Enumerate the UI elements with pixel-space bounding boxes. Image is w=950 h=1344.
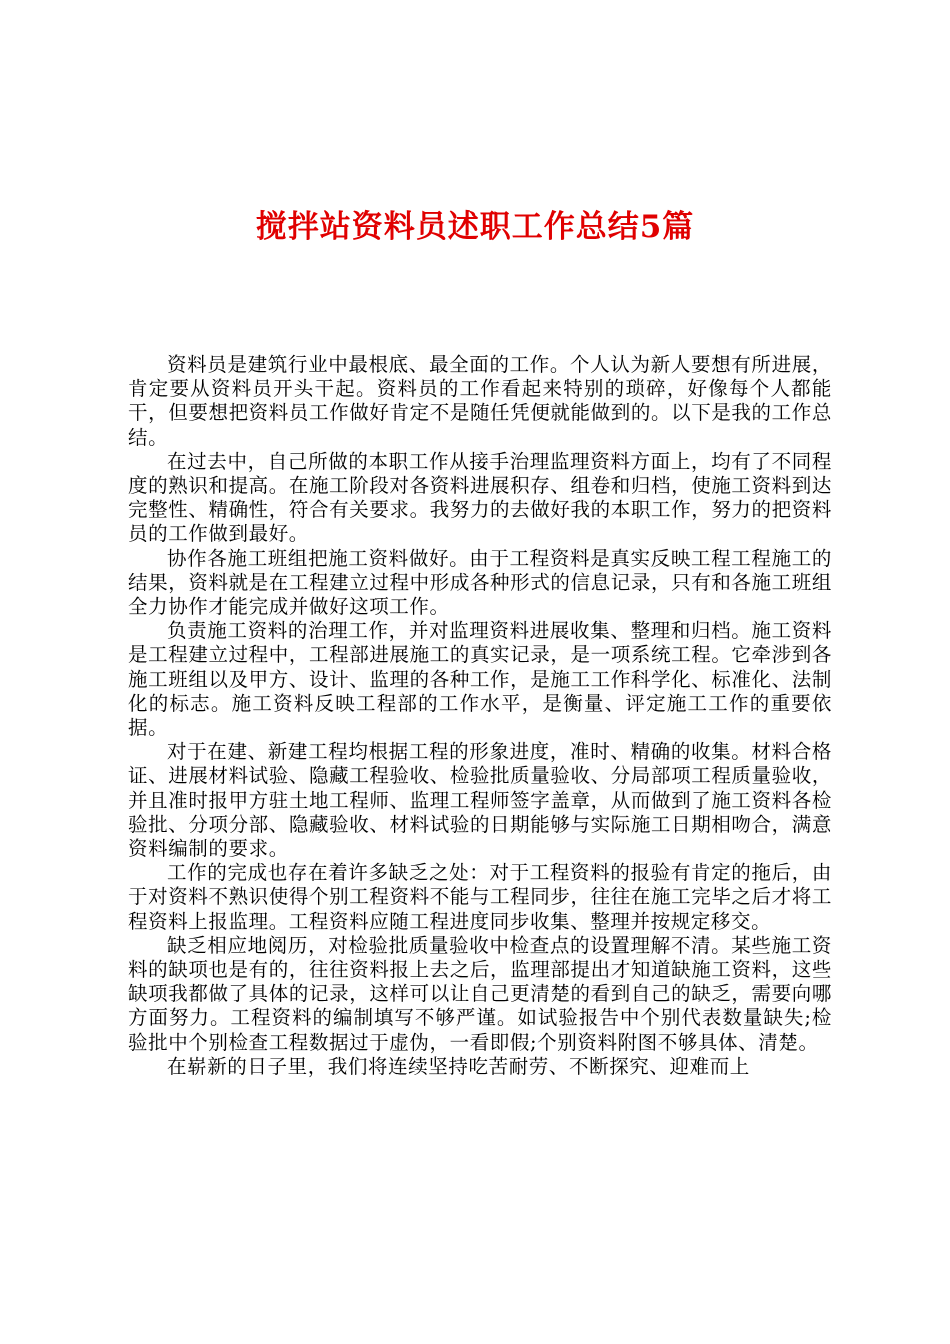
paragraph: 负责施工资料的治理工作，并对监理资料进展收集、整理和归档。施工资料是工程建立过程中，工程部进展施工的真实记录，是一项系统工程。它牵涉到各施工班组以及甲方、设计、监理的各种工作，是施工工作科学化、标准化、法制化的标志。施工资料反映工程部的工作水平，是衡量、评定施工工作的重要依据。 [128,619,832,740]
paragraph: 协作各施工班组把施工资料做好。由于工程资料是真实反映工程工程施工的结果，资料就是在工程建立过程中形成各种形式的信息记录，只有和各施工班组全力协作才能完成并做好这项工作。 [128,546,832,619]
paragraph: 资料员是建筑行业中最根底、最全面的工作。个人认为新人要想有所进展，肯定要从资料员开头干起。资料员的工作看起来特别的琐碎，好像每个人都能干，但要想把资料员工作做好肯定不是随任凭便就能做到的。以下是我的工作总结。 [128,353,832,449]
document-body [128,353,832,1079]
paragraph: 在过去中，自己所做的本职工作从接手治理监理资料方面上，均有了不同程度的熟识和提高。在施工阶段对各资料进展积存、组卷和归档，使施工资料到达完整性、精确性，符合有关要求。我努力的去做好我的本职工作，努力的把资料员的工作做到最好。 [128,449,832,546]
document-title: 搅拌站资料员述职工作总结5篇 [255,209,695,245]
paragraph: 在崭新的日子里，我们将连续坚持吃苦耐劳、不断探究、迎难而上 [167,1054,750,1078]
paragraph: 缺乏相应地阅历，对检验批质量验收中检查点的设置理解不清。某些施工资料的缺项也是有的，往往资料报上去之后，监理部提出才知道缺施工资料，这些缺项我都做了具体的记录，这样可以让自己更清楚的看到自己的缺乏，需要向哪方面努力。工程资料的编制填写不够严谨。如试验报告中个别代表数量缺失;检验批中个别检查工程数据过于虚伪，一看即假;个别资料附图不够具体、清楚。 [128,933,832,1054]
paragraph: 对于在建、新建工程均根据工程的形象进度，准时、精确的收集。材料合格证、进展材料试验、隐藏工程验收、检验批质量验收、分局部项工程质量验收，并且准时报甲方驻土地工程师、监理工程师签字盖章，从而做到了施工资料各检验批、分项分部、隐藏验收、材料试验的日期能够与实际施工日期相吻合，满意资料编制的要求。 [128,740,832,861]
paragraph: 工作的完成也存在着许多缺乏之处：对于工程资料的报验有肯定的拖后，由于对资料不熟识使得个别工程资料不能与工程同步，往往在施工完毕之后才将工程资料上报监理。工程资料应随工程进度同步收集、整理并按规定移交。 [128,861,832,933]
